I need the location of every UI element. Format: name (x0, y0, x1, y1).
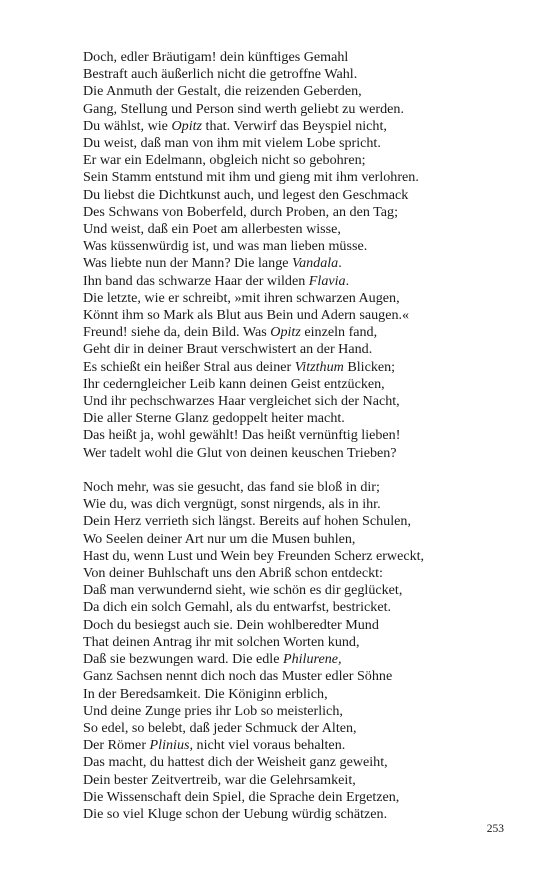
verse-text: Das macht, du hattest dich der Weisheit ganz geweiht, (83, 754, 388, 771)
verse-line (83, 221, 523, 238)
verse-line (83, 49, 523, 66)
verse-line (83, 737, 523, 754)
verse-line (83, 290, 523, 307)
verse-text: Die so viel Kluge schon der Uebung würdig schätzen. (83, 805, 388, 822)
verse-text: Er war ein Edelmann, obgleich nicht so gebohren; (83, 152, 366, 169)
verse-text: Du liebst die Dichtkunst auch, und legest den Geschmack (83, 186, 409, 203)
verse-line (83, 376, 523, 393)
verse-text: Noch mehr, was sie gesucht, das fand sie bloß in dir; (83, 479, 380, 496)
verse-line (83, 273, 523, 290)
verse-line (83, 634, 523, 651)
verse-line (83, 169, 523, 186)
italic-name: Opitz (270, 324, 301, 341)
verse-text: Von deiner Buhlschaft uns den Abriß schon entdeckt: (83, 565, 383, 582)
verse-text: Du weist, daß man von ihm mit vielem Lobe spricht. (83, 135, 381, 152)
verse-text: Doch, edler Bräutigam! dein künftiges Gemahl (83, 49, 349, 65)
verse-text: Was liebte nun der Mann? Die lange (83, 255, 293, 272)
verse-text: Und deine Zunge pries ihr Lob so meisterlich, (83, 702, 343, 719)
verse-text: Und weist, daß ein Poet am allerbesten wisse, (83, 221, 341, 238)
verse-text: Dein bester Zeitvertreib, war die Gelehrsamkeit, (83, 771, 356, 788)
verse-line (83, 393, 523, 410)
verse-text: Gang, Stellung und Person sind werth geliebt zu werden. (83, 100, 404, 117)
verse-text: . (338, 255, 342, 272)
verse-line (83, 359, 523, 376)
verse-line (83, 135, 523, 152)
verse-text: nicht viel voraus behalten. (193, 737, 346, 754)
verse-line (83, 427, 523, 444)
verse-line (83, 806, 523, 823)
verse-line (83, 152, 523, 169)
verse-text: Du wählst, wie (83, 117, 172, 134)
verse-line (83, 513, 523, 530)
verse-line (83, 187, 523, 204)
verse-line (83, 789, 523, 806)
verse-text: Daß man verwundernd sieht, wie schön es dir geglücket, (83, 582, 403, 599)
poem-text (83, 49, 523, 823)
verse-text: That deinen Antrag ihr mit solchen Worten kund, (83, 633, 360, 650)
stanza (83, 479, 523, 823)
verse-line (83, 341, 523, 358)
verse-line (83, 754, 523, 771)
verse-line (83, 720, 523, 737)
verse-text: Die Anmuth der Gestalt, die reizenden Geberden, (83, 83, 362, 100)
italic-name: Vandala (292, 255, 339, 272)
verse-text: In der Beredsamkeit. Die Königinn erblich, (83, 685, 328, 702)
verse-line (83, 668, 523, 685)
verse-text: Wer tadelt wohl die Glut von deinen keuschen Trieben? (83, 444, 397, 461)
verse-text: Ihr cederngleicher Leib kann deinen Geist entzücken, (83, 375, 385, 392)
verse-text: Wo Seelen deiner Art nur um die Musen buhlen, (83, 530, 356, 547)
verse-line (83, 565, 523, 582)
verse-text: Wie du, was dich vergnügt, sonst nirgends, als in ihr. (83, 496, 381, 513)
verse-line (83, 531, 523, 548)
verse-line (83, 238, 523, 255)
verse-text: Hast du, wenn Lust und Wein bey Freunden Scherz erweckt, (83, 547, 425, 564)
verse-text: Bestraft auch äußerlich nicht die getroffne Wahl. (83, 66, 358, 83)
verse-line (83, 686, 523, 703)
verse-text: Und ihr pechschwarzes Haar vergleichet sich der Nacht, (83, 393, 400, 410)
verse-text: Die letzte, wie er schreibt, »mit ihren schwarzen Augen, (83, 289, 400, 306)
verse-line (83, 101, 523, 118)
verse-line (83, 548, 523, 565)
verse-text: that. Verwirf das Beyspiel nicht, (202, 117, 387, 134)
stanza (83, 49, 523, 462)
verse-text: Der Römer (83, 737, 150, 754)
verse-text: Was küssenwürdig ist, und was man lieben müsse. (83, 238, 368, 255)
verse-line (83, 118, 523, 135)
verse-line (83, 445, 523, 462)
italic-name: Opitz (171, 117, 203, 134)
verse-line (83, 479, 523, 496)
verse-text: Geht dir in deiner Braut verschwistert an der Hand. (83, 341, 373, 358)
verse-text: Daß sie bezwungen ward. Die edle (83, 651, 283, 668)
verse-text: Die aller Sterne Glanz gedoppelt heiter macht. (83, 410, 345, 427)
verse-text: . (345, 272, 350, 289)
italic-name: Vitzthum (294, 358, 344, 375)
verse-line (83, 204, 523, 221)
verse-line (83, 599, 523, 616)
verse-text: Da dich ein solch Gemahl, als du entwarfst, bestricket. (83, 599, 392, 616)
verse-line (83, 703, 523, 720)
verse-line (83, 66, 523, 83)
verse-text: So edel, so belebt, daß jeder Schmuck der Alten, (83, 719, 357, 736)
verse-text: Freund! siehe da, dein Bild. Was (83, 324, 271, 341)
italic-name: Philurene, (282, 651, 342, 668)
verse-text: Dein Herz verrieth sich längst. Bereits auf hohen Schulen, (83, 513, 411, 530)
verse-line (83, 410, 523, 427)
verse-line (83, 617, 523, 634)
verse-text: Könnt ihm so Mark als Blut aus Bein und Adern saugen.« (83, 307, 410, 324)
verse-line (83, 772, 523, 789)
verse-line (83, 255, 523, 272)
verse-text: Ihn band das schwarze Haar der wilden (83, 272, 309, 289)
verse-line (83, 496, 523, 513)
verse-text: einzeln fand, (300, 324, 378, 341)
verse-text: Blicken; (343, 358, 396, 375)
verse-text: Des Schwans von Boberfeld, durch Proben, an den Tag; (83, 203, 399, 220)
verse-text: Sein Stamm entstund mit ihm und gieng mit ihm verlohren. (83, 169, 419, 186)
italic-name: Plinius, (149, 737, 194, 754)
page-number: 253 (486, 823, 504, 835)
verse-text: Ganz Sachsen nennt dich noch das Muster edler Söhne (83, 668, 393, 685)
verse-text: Das heißt ja, wohl gewählt! Das heißt vernünftig lieben! (83, 427, 401, 444)
verse-line (83, 307, 523, 324)
italic-name: Flavia (308, 272, 346, 289)
verse-line (83, 324, 523, 341)
verse-text: Doch du besiegst auch sie. Dein wohlberedter Mund (83, 616, 379, 633)
verse-line (83, 83, 523, 100)
verse-line (83, 582, 523, 599)
verse-text: Die Wissenschaft dein Spiel, die Sprache dein Ergetzen, (83, 788, 400, 805)
verse-text: Es schießt ein heißer Stral aus deiner (83, 358, 295, 375)
verse-line (83, 651, 523, 668)
